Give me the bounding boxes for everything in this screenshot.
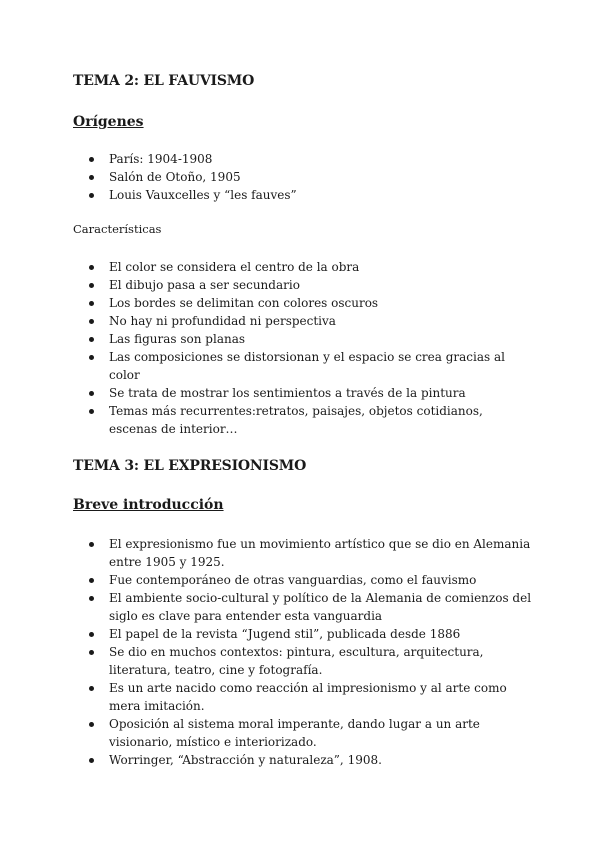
list-item: Salón de Otoño, 1905 xyxy=(73,168,533,186)
list-item: No hay ni profundidad ni perspectiva xyxy=(73,312,533,330)
intro-title: Breve introducción xyxy=(73,497,224,513)
list-item: París: 1904-1908 xyxy=(73,150,533,168)
list-item: Oposición al sistema moral imperante, dando lugar a un arte visionario, místico e interiorizado. xyxy=(73,715,533,751)
list-item: Temas más recurrentes:retratos, paisajes, objetos cotidianos, escenas de interior… xyxy=(73,402,533,438)
list-item: Louis Vauxcelles y “les fauves” xyxy=(73,186,533,204)
list-item: Se dio en muchos contextos: pintura, escultura, arquitectura, literatura, teatro, cine y fotografía. xyxy=(73,643,533,679)
origenes-list xyxy=(73,150,533,204)
intro-list xyxy=(73,535,533,769)
list-item: Las figuras son planas xyxy=(73,330,533,348)
list-item: El ambiente socio-cultural y político de la Alemania de comienzos del siglo es clave para entender esta vanguardia xyxy=(73,589,533,625)
list-item: Es un arte nacido como reacción al impresionismo y al arte como mera imitación. xyxy=(73,679,533,715)
caracteristicas-title: Características xyxy=(73,222,162,236)
tema2-title: TEMA 2: EL FAUVISMO xyxy=(73,73,255,89)
list-item: El dibujo pasa a ser secundario xyxy=(73,276,533,294)
tema3-title: TEMA 3: EL EXPRESIONISMO xyxy=(73,458,307,474)
list-item: Las composiciones se distorsionan y el espacio se crea gracias al color xyxy=(73,348,533,384)
list-item: Se trata de mostrar los sentimientos a través de la pintura xyxy=(73,384,533,402)
list-item: El papel de la revista “Jugend stil”, publicada desde 1886 xyxy=(73,625,533,643)
list-item: Fue contemporáneo de otras vanguardias, como el fauvismo xyxy=(73,571,533,589)
origenes-title: Orígenes xyxy=(73,114,144,130)
caracteristicas-list xyxy=(73,258,533,438)
list-item: El color se considera el centro de la obra xyxy=(73,258,533,276)
list-item: Los bordes se delimitan con colores oscuros xyxy=(73,294,533,312)
list-item: El expresionismo fue un movimiento artístico que se dio en Alemania entre 1905 y 1925. xyxy=(73,535,533,571)
list-item: Worringer, “Abstracción y naturaleza”, 1908. xyxy=(73,751,533,769)
